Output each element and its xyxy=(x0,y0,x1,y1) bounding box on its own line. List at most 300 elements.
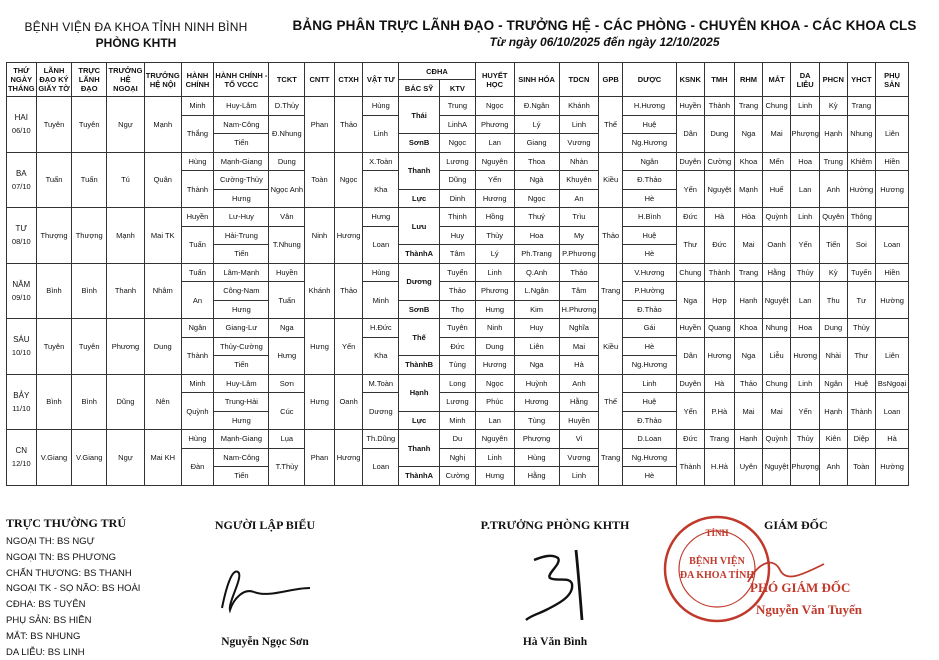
cell-hanh-chinh-to-vccc: Tiến xyxy=(214,134,269,153)
cell-da-lieu: Lan xyxy=(791,282,820,319)
cell-tmh: H.Hà xyxy=(704,448,735,485)
cell-phcn: Nhài xyxy=(819,337,847,374)
cell-rhm: Nga xyxy=(735,337,763,374)
cell-phcn: Ngân xyxy=(819,374,847,393)
cell-mat: Chung xyxy=(762,374,791,393)
cell-tckt: D.Thủy xyxy=(269,97,305,116)
cell-vat-tu: Minh xyxy=(363,282,399,319)
cell-sinh-hoa: L.Ngân xyxy=(514,282,559,301)
cell-ksnk: Duyên xyxy=(676,152,704,171)
col-huyet-hoc: HUYẾT HỌC xyxy=(475,63,514,97)
cell-hanh-chinh: Thắng xyxy=(181,115,214,152)
cell-truong-he-noi: Nên xyxy=(144,374,181,430)
cell-da-lieu: Linh xyxy=(791,97,820,116)
day-name: NĂM xyxy=(12,279,31,289)
cell-ktv: Dũng xyxy=(440,171,476,190)
deputy-head-name: Hà Văn Bình xyxy=(522,636,588,648)
day-cell xyxy=(7,263,37,319)
cell-vat-tu: Linh xyxy=(363,115,399,152)
cell-truc-lanh-dao: Tuấn xyxy=(72,152,107,208)
cell-tmh: Hà xyxy=(704,208,735,227)
cell-mat: Mai xyxy=(762,393,791,430)
cell-sinh-hoa: Hùng xyxy=(514,448,559,467)
cell-phcn: Hạnh xyxy=(819,115,847,152)
cell-tdcn: Trìu xyxy=(559,208,599,227)
cell-vat-tu: Kha xyxy=(363,171,399,208)
cell-truong-he-noi: Nhâm xyxy=(144,263,181,319)
cell-rhm: Trang xyxy=(735,263,763,282)
cell-da-lieu: Linh xyxy=(791,374,820,393)
cell-bac-sy: Lực xyxy=(399,411,440,430)
cell-huyet-hoc: Hưng xyxy=(475,300,514,319)
cell-truc-lanh-dao: Tuyên xyxy=(72,97,107,153)
cell-bac-sy: Hạnh xyxy=(399,374,440,411)
col-phcn: PHCN xyxy=(819,63,847,97)
col-truong-he-noi: TRƯỞNG HỆ NỘI xyxy=(144,63,181,97)
cell-sinh-hoa: Lý xyxy=(514,115,559,134)
cell-rhm: Khoa xyxy=(735,319,763,338)
cell-tmh: Nguyệt xyxy=(704,171,735,208)
cell-duoc: Gái xyxy=(622,319,676,338)
cell-rhm: Hạnh xyxy=(735,282,763,319)
cell-ksnk: Huyền xyxy=(676,319,704,338)
cell-tckt: Hưng xyxy=(269,337,305,374)
day-date: 06/10 xyxy=(11,126,31,136)
cell-huyet-hoc: Lan xyxy=(475,411,514,430)
svg-text:BỆNH VIỆN: BỆNH VIỆN xyxy=(689,556,745,567)
cell-rhm: Mạnh xyxy=(735,171,763,208)
day-cell xyxy=(7,208,37,264)
cell-sinh-hoa: Huỳnh xyxy=(514,374,559,393)
cell-phcn: Anh xyxy=(819,448,847,485)
day-date: 07/10 xyxy=(11,181,31,191)
cell-truong-he-ngoai: Ngự xyxy=(107,430,145,486)
col-lanh-dao-ky: LÃNH ĐẠO KÝ GIẤY TỜ xyxy=(36,63,72,97)
cell-duoc: Đ.Thảo xyxy=(622,411,676,430)
cell-da-lieu: Lan xyxy=(791,171,820,208)
cell-ktv: Đức xyxy=(440,337,476,356)
col-ctxh: CTXH xyxy=(334,63,363,97)
cell-hanh-chinh: Thành xyxy=(181,171,214,208)
cell-hanh-chinh: Đàn xyxy=(181,448,214,485)
cell-tdcn: Mai xyxy=(559,337,599,356)
cell-duoc: P.Hường xyxy=(622,282,676,301)
cell-sinh-hoa: Huy xyxy=(514,319,559,338)
cell-tckt: Nga xyxy=(269,319,305,338)
cell-hanh-chinh-to-vccc: Tiến xyxy=(214,245,269,264)
cell-da-lieu: Yến xyxy=(791,393,820,430)
document-header xyxy=(270,18,939,49)
footer xyxy=(0,510,939,658)
cell-rhm: Uyên xyxy=(735,448,763,485)
deputy-head-title: P.TRƯỞNG PHÒNG KHTH xyxy=(480,518,630,532)
cell-truong-he-noi: Dung xyxy=(144,319,181,375)
cell-bac-sy: Thái xyxy=(399,97,440,134)
col-hanh-chinh: HÀNH CHÍNH xyxy=(181,63,214,97)
resident-duty-item: CHẤN THƯƠNG: BS THANH xyxy=(6,567,132,579)
cell-mat: Nguyệt xyxy=(762,448,791,485)
cell-bac-sy: Lực xyxy=(399,189,440,208)
cell-tdcn: P.Phương xyxy=(559,245,599,264)
cell-tckt: Đ.Nhung xyxy=(269,115,305,152)
preparer-signature-block xyxy=(190,518,340,658)
cell-sinh-hoa: Giang xyxy=(514,134,559,153)
cell-hanh-chinh-to-vccc: Mạnh-Giang xyxy=(214,152,269,171)
col-tmh: TMH xyxy=(704,63,735,97)
day-name: HAI xyxy=(14,113,28,123)
table-row xyxy=(7,319,909,338)
cell-truong-he-noi: Quân xyxy=(144,152,181,208)
cell-tmh: Thành xyxy=(704,97,735,116)
cell-tckt: Vân xyxy=(269,208,305,227)
cell-duoc: Hè xyxy=(622,467,676,486)
cell-duoc: Ng.Hương xyxy=(622,356,676,375)
preparer-signature xyxy=(210,558,320,618)
cell-tckt: T.Thủy xyxy=(269,448,305,485)
cell-phcn: Kỳ xyxy=(819,263,847,282)
cell-bac-sy: SơnB xyxy=(399,300,440,319)
cell-ksnk: Nga xyxy=(676,282,704,319)
cell-lanh-dao-ky: Bình xyxy=(36,374,72,430)
cell-huyet-hoc: Phương xyxy=(475,115,514,134)
cell-duoc: Ng.Hương xyxy=(622,448,676,467)
hospital-name: BỆNH VIỆN ĐA KHOA TỈNH NINH BÌNH xyxy=(24,20,248,34)
cell-sinh-hoa: Liên xyxy=(514,337,559,356)
cell-duoc: Linh xyxy=(622,374,676,393)
cell-sinh-hoa: Phượng xyxy=(514,430,559,449)
cell-huyet-hoc: Nguyên xyxy=(475,152,514,171)
cell-vat-tu: Loan xyxy=(363,226,399,263)
cell-yhct: Khiêm xyxy=(847,152,876,171)
cell-tckt: Dung xyxy=(269,152,305,171)
cell-tdcn: Linh xyxy=(559,467,599,486)
cell-yhct: Tuyến xyxy=(847,263,876,282)
cell-lanh-dao-ky: Tuyên xyxy=(36,319,72,375)
cell-cntt: Ninh xyxy=(305,208,335,264)
cell-mat: Nguyệt xyxy=(762,282,791,319)
cell-da-lieu: Linh xyxy=(791,208,820,227)
cell-phcn: Quyên xyxy=(819,208,847,227)
day-cell xyxy=(7,152,37,208)
cell-tdcn: Nhàn xyxy=(559,152,599,171)
day-name: CN xyxy=(15,446,28,456)
cell-sinh-hoa: Ngọc xyxy=(514,189,559,208)
cell-ktv: Huy xyxy=(440,226,476,245)
cell-bac-sy: ThànhA xyxy=(399,467,440,486)
preparer-title: NGƯỜI LẬP BIỂU xyxy=(214,518,316,532)
cell-hanh-chinh-to-vccc: Lâm-Mạnh xyxy=(214,263,269,282)
cell-tmh: Cường xyxy=(704,152,735,171)
cell-huyet-hoc: Linh xyxy=(475,448,514,467)
cell-duoc: V.Hương xyxy=(622,263,676,282)
cell-ktv: Tùng xyxy=(440,356,476,375)
col-gpb: GPB xyxy=(599,63,622,97)
cell-phu-san: Hường xyxy=(876,282,909,319)
cell-hanh-chinh-to-vccc: Hưng xyxy=(214,411,269,430)
cell-ksnk: Yến xyxy=(676,393,704,430)
cell-mat: Mai xyxy=(762,115,791,152)
cell-sinh-hoa: Tùng xyxy=(514,411,559,430)
cell-ktv: LinhA xyxy=(440,115,476,134)
cell-tmh: Thành xyxy=(704,263,735,282)
cell-huyet-hoc: Phúc xyxy=(475,393,514,412)
col-duoc: DƯỢC xyxy=(622,63,676,97)
cell-truong-he-noi: Mai KH xyxy=(144,430,181,486)
cell-rhm: Mai xyxy=(735,226,763,263)
cell-tdcn: Khuyên xyxy=(559,171,599,190)
cell-huyet-hoc: Dung xyxy=(475,337,514,356)
cell-huyet-hoc: Ngọc xyxy=(475,374,514,393)
cell-rhm: Hòa xyxy=(735,208,763,227)
cell-yhct: Trang xyxy=(847,97,876,116)
cell-tdcn: Hằng xyxy=(559,393,599,412)
cell-ktv: Minh xyxy=(440,411,476,430)
cell-vat-tu: Loan xyxy=(363,448,399,485)
cell-ktv: Ngọc xyxy=(440,134,476,153)
cell-phu-san: BsNgoại xyxy=(876,374,909,393)
cell-hanh-chinh-to-vccc: Trung-Hải xyxy=(214,393,269,412)
cell-phu-san xyxy=(876,97,909,116)
cell-hanh-chinh-to-vccc: Cường-Thủy xyxy=(214,171,269,190)
table-row xyxy=(7,374,909,393)
cell-hanh-chinh: Thành xyxy=(181,337,214,374)
cell-vat-tu: Th.Dũng xyxy=(363,430,399,449)
cell-truong-he-noi: Mạnh xyxy=(144,97,181,153)
deputy-head-signature xyxy=(500,540,620,630)
cell-tdcn: H.Phương xyxy=(559,300,599,319)
cell-ctxh: Thảo xyxy=(334,263,363,319)
cell-vat-tu: Dương xyxy=(363,393,399,430)
cell-tckt: Sơn xyxy=(269,374,305,393)
col-tckt: TCKT xyxy=(269,63,305,97)
cell-ksnk: Yến xyxy=(676,171,704,208)
cell-phcn: Kỳ xyxy=(819,97,847,116)
cell-gpb: Trang xyxy=(599,263,622,319)
cell-vat-tu: X.Toàn xyxy=(363,152,399,171)
cell-phcn: Hạnh xyxy=(819,393,847,430)
cell-phu-san: Hường xyxy=(876,448,909,485)
cell-hanh-chinh: Ngân xyxy=(181,319,214,338)
cell-hanh-chinh-to-vccc: Thủy-Cường xyxy=(214,337,269,356)
cell-truong-he-ngoai: Thanh xyxy=(107,263,145,319)
cell-ktv: Dinh xyxy=(440,189,476,208)
day-name: BA xyxy=(15,168,27,178)
cell-truong-he-ngoai: Tú xyxy=(107,152,145,208)
cell-ksnk: Dân xyxy=(676,115,704,152)
cell-hanh-chinh: Hùng xyxy=(181,152,214,171)
cell-rhm: Khoa xyxy=(735,152,763,171)
cell-ksnk: Đức xyxy=(676,430,704,449)
cell-ktv: Tâm xyxy=(440,245,476,264)
table-row xyxy=(7,208,909,227)
cell-duoc: H.Hương xyxy=(622,97,676,116)
cell-tdcn: An xyxy=(559,189,599,208)
day-date: 11/10 xyxy=(12,403,31,413)
cell-hanh-chinh-to-vccc: Hải-Trung xyxy=(214,226,269,245)
cell-yhct: Huệ xyxy=(847,374,876,393)
cell-ktv: Thịnh xyxy=(440,208,476,227)
cell-da-lieu: Thủy xyxy=(791,263,820,282)
cell-phcn: Trung xyxy=(819,152,847,171)
cell-duoc: Đ.Thảo xyxy=(622,300,676,319)
day-cell xyxy=(7,430,37,486)
cell-cntt: Phan xyxy=(305,97,335,153)
col-truc-lanh-dao: TRỰC LÃNH ĐẠO xyxy=(72,63,107,97)
preparer-name: Nguyễn Ngọc Sơn xyxy=(221,636,309,648)
cell-yhct: Tư xyxy=(847,282,876,319)
cell-phu-san: Hiền xyxy=(876,152,909,171)
cell-hanh-chinh: Tuấn xyxy=(181,263,214,282)
cell-rhm: Mai xyxy=(735,393,763,430)
cell-phu-san: Liên xyxy=(876,115,909,152)
cell-tckt: Lụa xyxy=(269,430,305,449)
col-phu-san: PHỤ SẢN xyxy=(876,63,909,97)
table-row xyxy=(7,430,909,449)
cell-sinh-hoa: Hương xyxy=(514,393,559,412)
deputy-director-name: Nguyễn Văn Tuyến xyxy=(756,602,862,617)
day-cell xyxy=(7,374,37,430)
cell-phcn: Anh xyxy=(819,171,847,208)
cell-tdcn: Vương xyxy=(559,134,599,153)
document-title: BẢNG PHÂN TRỰC LÃNH ĐẠO - TRƯỞNG HỆ - CÁC PHÒNG - CHUYÊN KHOA - CÁC KHOA CLS xyxy=(292,18,917,33)
cell-tmh: Hà xyxy=(704,374,735,393)
cell-yhct: Toàn xyxy=(847,448,876,485)
cell-tmh: Hương xyxy=(704,337,735,374)
col-cntt: CNTT xyxy=(305,63,335,97)
cell-mat: Nhung xyxy=(762,319,791,338)
col-yhct: YHCT xyxy=(847,63,876,97)
cell-phcn: Thu xyxy=(819,282,847,319)
resident-duty-title: TRỰC THƯỜNG TRÚ xyxy=(6,516,127,530)
cell-cntt: Hưng xyxy=(305,319,335,375)
cell-sinh-hoa: Thoa xyxy=(514,152,559,171)
day-name: BẢY xyxy=(13,390,30,400)
cell-bac-sy: Thanh xyxy=(399,152,440,189)
cell-phcn: Dung xyxy=(819,319,847,338)
cell-gpb: Kiều xyxy=(599,152,622,208)
cell-mat: Oanh xyxy=(762,226,791,263)
deputy-director-title: PHÓ GIÁM ĐỐC xyxy=(750,580,851,595)
cell-huyet-hoc: Phương xyxy=(475,282,514,301)
cell-cntt: Hưng xyxy=(305,374,335,430)
day-date: 09/10 xyxy=(11,292,31,302)
cell-hanh-chinh-to-vccc: Công-Nam xyxy=(214,282,269,301)
cell-gpb: Thảo xyxy=(599,208,622,264)
cell-rhm: Trang xyxy=(735,97,763,116)
cell-tckt: Ngọc Anh xyxy=(269,171,305,208)
cell-ksnk: Duyên xyxy=(676,374,704,393)
cell-tmh: Trang xyxy=(704,430,735,449)
cell-gpb: Thế xyxy=(599,374,622,430)
cell-phcn: Kiên xyxy=(819,430,847,449)
resident-duty-list xyxy=(6,516,140,660)
cell-yhct: Diệp xyxy=(847,430,876,449)
day-name: TƯ xyxy=(15,224,28,234)
cell-ctxh: Ngọc xyxy=(334,152,363,208)
cell-vat-tu: H.Đức xyxy=(363,319,399,338)
cell-yhct: Hường xyxy=(847,171,876,208)
cell-cntt: Toàn xyxy=(305,152,335,208)
cell-hanh-chinh-to-vccc: Huy-Lâm xyxy=(214,374,269,393)
cell-bac-sy: Lưu xyxy=(399,208,440,245)
director-title: GIÁM ĐỐC xyxy=(764,518,828,532)
col-ksnk: KSNK xyxy=(676,63,704,97)
col-truong-he-ngoai: TRƯỞNG HỆ NGOẠI xyxy=(107,63,145,97)
cell-duoc: Hè xyxy=(622,245,676,264)
cell-ksnk: Huyền xyxy=(676,97,704,116)
day-cell xyxy=(7,319,37,375)
day-date: 10/10 xyxy=(11,348,31,358)
cell-truong-he-ngoai: Phương xyxy=(107,319,145,375)
cell-truc-lanh-dao: Bình xyxy=(72,263,107,319)
cell-bac-sy: Thế xyxy=(399,319,440,356)
cell-da-lieu: Phượng xyxy=(791,448,820,485)
cell-ctxh: Oanh xyxy=(334,374,363,430)
cell-truc-lanh-dao: Tuyên xyxy=(72,319,107,375)
cell-ktv: Trung xyxy=(440,97,476,116)
cell-bac-sy: SơnB xyxy=(399,134,440,153)
cell-cntt: Phan xyxy=(305,430,335,486)
cell-lanh-dao-ky: V.Giang xyxy=(36,430,72,486)
cell-tdcn: Anh xyxy=(559,374,599,393)
cell-ctxh: Hương xyxy=(334,208,363,264)
cell-ksnk: Chung xyxy=(676,263,704,282)
col-ktv: KTV xyxy=(440,80,476,97)
cell-hanh-chinh-to-vccc: Nam-Công xyxy=(214,115,269,134)
cell-duoc: H.Bình xyxy=(622,208,676,227)
cell-gpb: Trang xyxy=(599,430,622,486)
cell-tmh: Hợp xyxy=(704,282,735,319)
cell-huyet-hoc: Hồng xyxy=(475,208,514,227)
cell-tdcn: My xyxy=(559,226,599,245)
cell-phu-san xyxy=(876,319,909,338)
resident-duty-item: DA LIỄU: BS LINH xyxy=(6,646,85,658)
cell-tmh: Quang xyxy=(704,319,735,338)
cell-truc-lanh-dao: Bình xyxy=(72,374,107,430)
cell-mat: Chung xyxy=(762,97,791,116)
cell-sinh-hoa: Ph.Trang xyxy=(514,245,559,264)
cell-hanh-chinh: Minh xyxy=(181,374,214,393)
cell-mat: Quỳnh xyxy=(762,430,791,449)
day-name: SÁU xyxy=(13,335,30,345)
cell-hanh-chinh: Minh xyxy=(181,97,214,116)
cell-ktv: Du xyxy=(440,430,476,449)
cell-mat: Quỳnh xyxy=(762,208,791,227)
cell-duoc: Huệ xyxy=(622,115,676,134)
cell-tckt: Huyền xyxy=(269,263,305,282)
cell-duoc: D.Loan xyxy=(622,430,676,449)
col-vat-tu: VẬT TƯ xyxy=(363,63,399,97)
cell-duoc: Huệ xyxy=(622,393,676,412)
cell-hanh-chinh: Huyền xyxy=(181,208,214,227)
cell-ctxh: Yến xyxy=(334,319,363,375)
cell-sinh-hoa: Ngà xyxy=(514,171,559,190)
cell-da-lieu: Phượng xyxy=(791,115,820,152)
col-sinh-hoa: SINH HÓA xyxy=(514,63,559,97)
cell-tmh: Dung xyxy=(704,115,735,152)
cell-truong-he-ngoai: Ngự xyxy=(107,97,145,153)
table-row xyxy=(7,152,909,171)
cell-da-lieu: Hoa xyxy=(791,319,820,338)
col-da-lieu: DA LIỄU xyxy=(791,63,820,97)
cell-hanh-chinh-to-vccc: Tiến xyxy=(214,356,269,375)
cell-lanh-dao-ky: Tuấn xyxy=(36,152,72,208)
cell-hanh-chinh-to-vccc: Hưng xyxy=(214,300,269,319)
cell-huyet-hoc: Hưng xyxy=(475,467,514,486)
cell-ctxh: Thảo xyxy=(334,97,363,153)
director-signature-block xyxy=(679,518,930,658)
table-row xyxy=(7,97,909,116)
